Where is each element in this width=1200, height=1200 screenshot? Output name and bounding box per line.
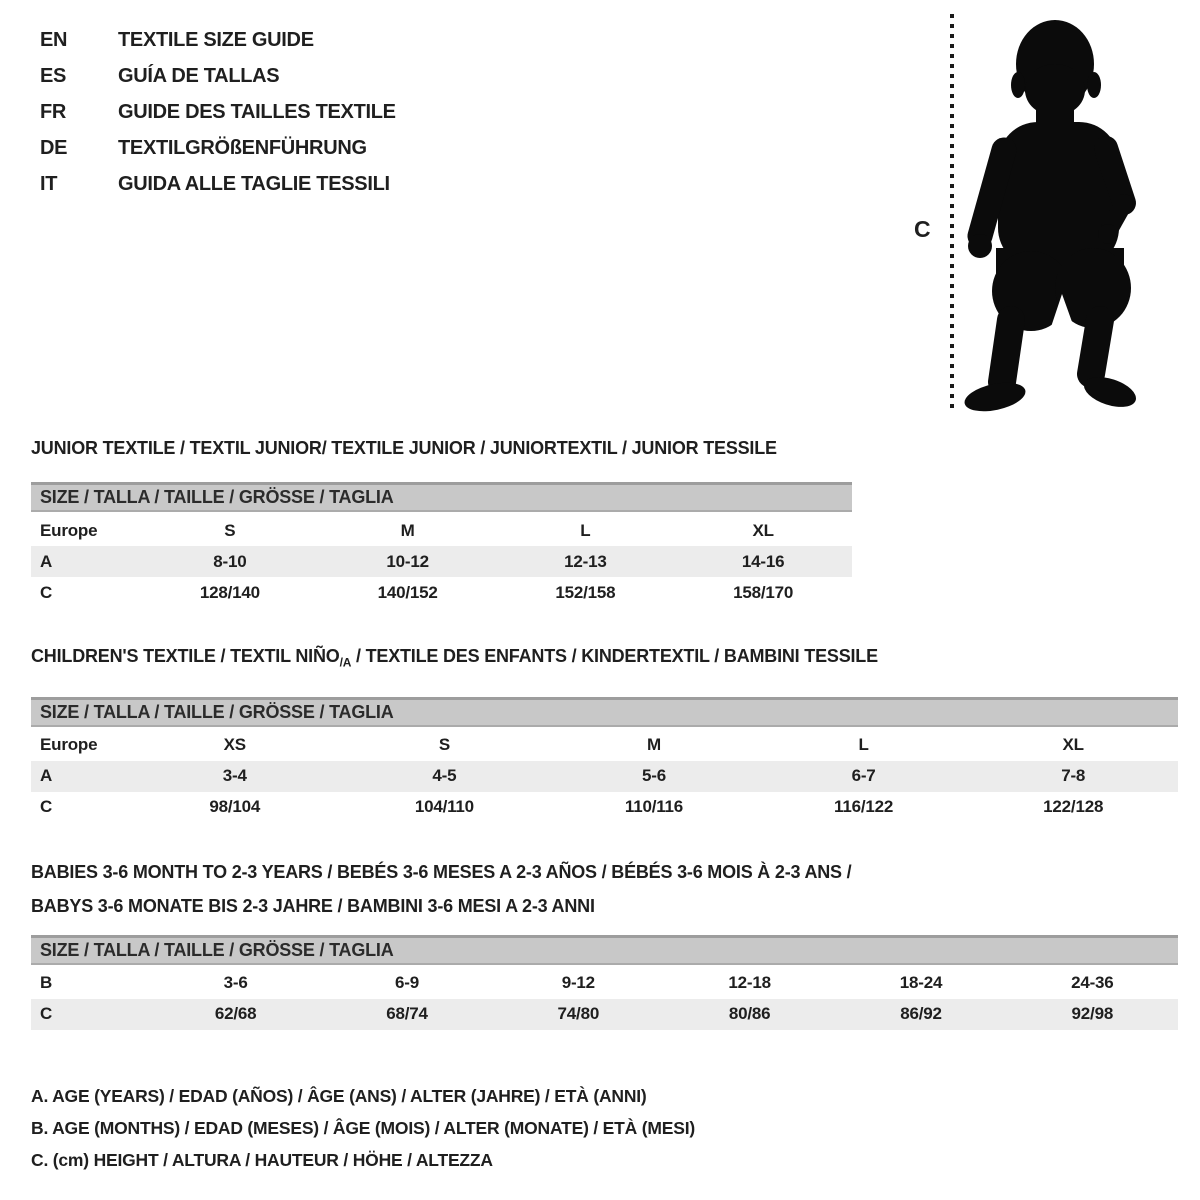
months-cell: 3-6 — [223, 973, 248, 993]
language-code: DE — [40, 136, 68, 159]
size-cell: L — [858, 735, 869, 755]
silhouette-notch — [1049, 294, 1076, 333]
language-row-fr — [40, 94, 396, 130]
height-cell: 128/140 — [199, 582, 260, 602]
age-cell: 7-8 — [968, 761, 1178, 792]
junior-textile-section — [31, 437, 1178, 608]
language-row-de — [40, 130, 396, 166]
months-cell: 18-24 — [899, 973, 943, 993]
height-cell: 104/110 — [414, 797, 474, 817]
language-row-it — [40, 166, 396, 202]
babies-heading-line1: BABIES 3-6 MONTH TO 2-3 YEARS / BEBÉS 3-6 MESES A 2-3 AÑOS / BÉBÉS 3-6 MOIS À 2-3 ANS / — [31, 861, 852, 882]
language-code: IT — [40, 172, 58, 195]
height-measure-label: C — [914, 216, 931, 242]
guide-title-fr: GUIDE DES TAILLES TEXTILE — [118, 100, 396, 123]
age-cell: 12-13 — [497, 546, 675, 577]
childrens-heading-text-rest: / TEXTILE DES ENFANTS / KINDERTEXTIL / BAMBINI TESSILE — [351, 646, 878, 666]
height-cell: 62/68 — [150, 999, 321, 1030]
childrens-heading-text: CHILDREN'S TEXTILE / TEXTIL NIÑO — [31, 646, 340, 666]
height-cell: 158/170 — [733, 582, 794, 602]
table-row-age — [31, 761, 1178, 792]
row-label: A — [31, 546, 141, 577]
height-cell: 116/122 — [834, 797, 894, 817]
months-cell: 24-36 — [1071, 973, 1114, 993]
row-label: Europe — [40, 520, 98, 540]
size-cell: XL — [1062, 735, 1084, 755]
table-row-height — [31, 999, 1178, 1030]
legend — [31, 1080, 1178, 1176]
height-cell: 152/158 — [555, 582, 616, 602]
legend-line-a: A. AGE (YEARS) / EDAD (AÑOS) / ÂGE (ANS) / ALTER (JAHRE) / ETÀ (ANNI) — [31, 1085, 647, 1106]
height-cell: 98/104 — [209, 797, 261, 817]
guide-title-it: GUIDA ALLE TAGLIE TESSILI — [118, 172, 390, 195]
size-cell: XS — [223, 735, 246, 755]
legend-line-b: B. AGE (MONTHS) / EDAD (MESES) / ÂGE (MOIS) / ALTER (MONATE) / ETÀ (MESI) — [31, 1117, 695, 1138]
childrens-textile-heading — [31, 645, 1178, 674]
age-cell: 8-10 — [141, 546, 319, 577]
height-cell: 110/116 — [624, 797, 684, 817]
toddler-silhouette-icon — [938, 8, 1173, 423]
size-tables — [31, 437, 1178, 1176]
table-row-europe — [31, 515, 852, 546]
age-cell: 14-16 — [674, 546, 852, 577]
height-cell: 122/128 — [1043, 797, 1104, 817]
table-row-europe — [31, 730, 1178, 761]
row-label: Europe — [40, 735, 98, 755]
size-cell: XL — [752, 520, 774, 540]
age-cell: 3-4 — [130, 761, 340, 792]
size-header-bar: SIZE / TALLA / TAILLE / GRÖSSE / TAGLIA — [31, 482, 852, 512]
babies-textile-section — [31, 855, 1178, 1030]
babies-heading-line2: BABYS 3-6 MONATE BIS 2-3 JAHRE / BAMBINI 3-6 MESI A 2-3 ANNI — [31, 895, 595, 916]
row-label: C — [31, 999, 150, 1030]
language-code: ES — [40, 64, 67, 87]
junior-heading-text: JUNIOR TEXTILE / TEXTIL JUNIOR/ TEXTILE JUNIOR / JUNIORTEXTIL / JUNIOR TESSILE — [31, 438, 777, 458]
language-row-es — [40, 58, 396, 94]
age-cell: 10-12 — [319, 546, 497, 577]
language-row-en — [40, 22, 396, 58]
size-header-bar: SIZE / TALLA / TAILLE / GRÖSSE / TAGLIA — [31, 935, 1178, 965]
childrens-size-table — [31, 730, 1178, 823]
height-cell: 140/152 — [377, 582, 438, 602]
table-row-months — [31, 968, 1178, 999]
guide-title-en: TEXTILE SIZE GUIDE — [118, 28, 314, 51]
language-title-list — [40, 22, 396, 202]
toddler-silhouette-shape — [962, 20, 1140, 416]
guide-title-de: TEXTILGRÖßENFÜHRUNG — [118, 136, 367, 159]
height-cell: 68/74 — [321, 999, 492, 1030]
language-code: EN — [40, 28, 68, 51]
table-row-height — [31, 577, 852, 608]
size-cell: S — [224, 520, 236, 540]
size-header-bar: SIZE / TALLA / TAILLE / GRÖSSE / TAGLIA — [31, 697, 1178, 727]
size-cell: S — [438, 735, 450, 755]
height-cell: 80/86 — [664, 999, 835, 1030]
row-label: A — [31, 761, 130, 792]
junior-textile-heading — [31, 437, 1178, 459]
months-cell: 12-18 — [728, 973, 771, 993]
junior-size-table — [31, 515, 852, 608]
row-label: C — [40, 582, 53, 602]
height-cell: 92/98 — [1007, 999, 1178, 1030]
guide-title-es: GUÍA DE TALLAS — [118, 64, 280, 87]
table-row-age — [31, 546, 852, 577]
months-cell: 9-12 — [561, 973, 595, 993]
childrens-textile-section — [31, 645, 1178, 823]
babies-size-table — [31, 968, 1178, 1030]
legend-line-c: C. (cm) HEIGHT / ALTURA / HAUTEUR / HÖHE / ALTEZZA — [31, 1149, 493, 1170]
childrens-heading-sub: /A — [339, 655, 352, 670]
size-cell: M — [647, 735, 661, 755]
age-cell: 6-7 — [759, 761, 969, 792]
height-cell: 86/92 — [835, 999, 1006, 1030]
table-row-height — [31, 792, 1178, 823]
age-cell: 4-5 — [340, 761, 550, 792]
babies-textile-heading — [31, 855, 1178, 923]
row-label: B — [40, 973, 53, 993]
language-code: FR — [40, 100, 67, 123]
height-cell: 74/80 — [493, 999, 664, 1030]
size-cell: L — [580, 520, 591, 540]
row-label: C — [40, 797, 53, 817]
age-cell: 5-6 — [549, 761, 759, 792]
size-cell: M — [400, 520, 415, 540]
months-cell: 6-9 — [395, 973, 419, 993]
